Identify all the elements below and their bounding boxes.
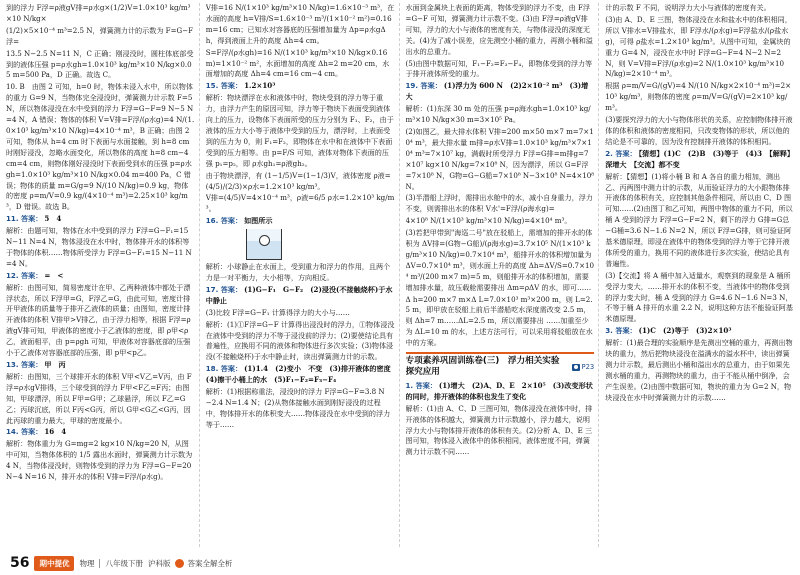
paragraph: 水面到金属块上表面的距离，物体受到的浮力不变，由 F浮=G−F 可知，弹簧测力计示数不变。(3)由 F浮=ρ液gV排可知，浮力的大小与液体的密度有关，与物体浸没的深度无关。(4)为了减小误差，应先测空小桶的重力，再测小桶和溢出水的总重力。 (405, 3, 593, 56)
answer-line (206, 285, 395, 307)
paragraph: 到的浮力 F浮=ρ液gV排=ρ水g×(1/2)V=1.0×10³ kg/m³×10 N/kg× (6, 3, 191, 23)
answer-line (6, 271, 195, 282)
paragraph: 解析：由题可知，物体在水中受到的浮力 F浮=G−F₁=15 N−11 N=4 N，物体浸没在水中时，物体排开水的体积等于物体的体积……物体所受浮力 F浮=G−F₁=15 N−11 N=4 N。 (6, 226, 192, 268)
paragraph: (3)半潜船上浮时，需排出水舱中的水，减小自身重力，浮力不变，则需排出水的体积 V水'=F浮/(ρ海水g)= (405, 193, 593, 214)
answer-line (6, 427, 195, 438)
column-2 (206, 3, 400, 547)
paragraph: 解析：物体重力为 G=mg=2 kg×10 N/kg=20 N，从图中可知，当物体体积的 1/5 露出水面时，弹簧测力计示数为 4 N，当物体浸没时，则物体受到的浮力为 F浮=G−F=20 N−4 N=16 N，排开水的体积 V排=F浮/(ρ水g)。 (6, 439, 195, 482)
footer-divider (99, 559, 100, 568)
section-page-link[interactable] (572, 362, 595, 373)
answer-text: 【猜想】(1)C (2)B (3)等于 (4)3 【解释】深增大 【交流】都不变 (605, 148, 791, 169)
answer-label-wrap (175, 558, 232, 569)
page-number: 56 (10, 555, 30, 571)
paragraph: (3)比较 F浮=G−F₁ 计算得浮力的大小与…… (205, 307, 350, 317)
paragraph: 10. B 由图 2 可知，h=0 时，物体未浸入水中，所以物体的重力 G=9 N，当物体完全浸没时，弹簧测力计示数 F=5 N，所以物体浸没在水中受到的浮力 F浮=G−F=9 N−5 N=4 N，A 错误；物体的体积 V=V排=F浮/(ρ水g)=4 N/(1.0×10³ kg/m³×10 N/kg)=4×10⁻⁴ m³，B 正确；由图 2 可知，物体从 h=4 cm 时下表面与水面接触，到 h=8 cm 时刚好浸没，忽略水面变化，所以物体的高度 h=8 cm−4 cm=4 cm，则物体刚好浸没时下表面受到水的压强 p=ρ水gh=1.0×10³ kg/m³×10 N/kg×0.04 m=400 Pa，C 错误；物体的质量 m=G/g=9 N/(10 N/kg)=0.9 kg，物体的密度 ρ=m/V=0.9 kg/(4×10⁻⁴ m³)=2.25×10³ kg/m³，D 错误。故选 B。 (6, 82, 195, 212)
paragraph: 解析：(1)根据称重法，浸没时的浮力 F浮=G−F=3.8 N−2.4 N=1.4 N；(2)从物体接触水面到刚好浸没的过程中，物体排开水的体积变大……物体浸没在水中受到的浮力等于…… (205, 387, 391, 429)
answer-line (605, 149, 794, 171)
subject-label: 物理 (79, 558, 95, 568)
answer-line (206, 216, 395, 227)
answer-number: 18. 答案： (205, 364, 243, 374)
column-3 (406, 3, 600, 547)
paragraph: 4×10⁸ N/(1×10³ kg/m³×10 N/kg)=4×10⁴ m³。 (405, 216, 572, 226)
answer-text: (1)1.4 (2)变小 不变 (3)排开液体的密度 (4)擦干小桶上的水 (5)F₁−F₂=F₃−F₄ (205, 364, 398, 385)
answer-text: 甲 丙 (44, 360, 66, 369)
answer-text: (1)C (2)等于 (3)2×10³ (638, 326, 732, 336)
answer-text: (1)增大 (2)A、D、E 2×10⁵ (3)改变形状的同时，排开液体的体积也发生了变化 (405, 380, 593, 401)
paragraph: V排=16 N/(1×10³ kg/m³×10 N/kg)=1.6×10⁻³ m³，在水面的高度 h=V排/S=1.6×10⁻³ m³/(1×10⁻² m²)=0.16 m=16 cm；已知水对容器底的压强增加量为 Δp=ρ水gΔh，得到液面上升的高度 Δh=4 cm。 (205, 3, 395, 45)
column-4 (605, 3, 794, 547)
answer-number: 17. 答案： (205, 284, 243, 294)
answer-text: = < (44, 270, 64, 280)
answer-line (6, 214, 195, 225)
answer-line (6, 360, 195, 371)
paragraph: (1/2)×5×10⁻⁴ m³=2.5 N，弹簧测力计的示数为 F=G−F浮= (6, 25, 194, 46)
answer-text: 1.2×10³ (244, 81, 276, 91)
section-title: 专项素养巩固训练卷(三) 浮力相关实验探究应用 (405, 356, 560, 377)
paragraph: (3)由 A、D、E 三图，物体浸没在水和盐水中的体积相同，所以 V排水=V排盐水，即 F浮水/(ρ水g)=F浮盐水/(ρ盐水g)，可得 ρ盐水=1.2×10³ kg/m³。从图中可知，金属块的重力 G=4 N，浸没在水中时 F浮=G−F=4 N−2 N=2 N，则 V=V排=F浮/(ρ水g)=2 N/(1.0×10³ kg/m³×10 N/kg)=2×10⁻⁴ m³。 (605, 14, 792, 79)
answer-number: 2. 答案： (605, 148, 637, 158)
edition-label: 沪科版 (147, 558, 171, 568)
paragraph: (3)若把甲带到"海巡二号"放在驳船上，需增加的排开水的体积为 ΔV排=(G物−G船)/(ρ海水g)=3.7×10⁵ N/(1×10³ kg/m³×10 N/kg)=0.7×10⁴ m³，船排开水的体积增加量为 ΔV=0.7×10⁴ m³，则水面上升的高度 Δh=ΔV/S=0.7×10⁴ m³/(200 m×7 m)=5 m，则船排开水的体积增加，需要增加排水量，故压载舱需要排出 Δm=ρΔV 的水，即可…… (405, 228, 595, 292)
answer-line (406, 81, 595, 103)
answer-label: 答案全解全析 (187, 558, 233, 568)
brand-logo: 期中提优 (34, 556, 74, 571)
answer-number: 13. 答案： (6, 360, 43, 369)
paragraph: 由于物块漂浮，有 (1−1/5)V=(1−1/3)V，液体密度 ρ液=(4/5)/(2/3)×ρ水=1.2×10³ kg/m³。 (205, 170, 391, 191)
paragraph: 解析：由图可知，简易密度计在甲、乙两种液体中都处于漂浮状态，所以 F浮甲=G，F浮乙=G，由此可知，密度计排开甲液体的质量等于排开乙液体的质量；由图知，密度计排开液体的体积 V排甲>V排乙，由于浮力相等，根据 F浮=ρ液gV排可知，甲液体的密度小于乙液体的密度，即 ρ甲<ρ乙，液面相平，由 p=ρgh 可知，甲液体对容器底部的压强小于乙液体对容器底部的压强，即 p甲<p乙。 (6, 282, 191, 358)
badge-icon (175, 559, 184, 568)
section-link-label: P23 (581, 362, 595, 371)
answer-number: 19. 答案： (405, 81, 442, 91)
page-footer (0, 551, 800, 575)
paragraph: 解析：由图知，三个球排开水的体积 V甲<V乙=V丙，由 F浮=ρ水gV排得，三个球受到的浮力 F甲<F乙=F丙；由图知，甲球漂浮，所以 F甲=G甲；乙球悬浮，所以 F乙=G乙；丙球沉底，所以 F丙<G丙，所以 G甲<G乙<G丙，因此丙球的重力最大，甲球的密度最小。 (6, 371, 192, 425)
paragraph: 计的示数 F 不同，说明浮力大小与液体的密度有关。 (605, 3, 771, 12)
paragraph: 解析：(1)①F浮=G−F 计算得出浸没时的浮力，①物体浸没在液体中受到的浮力不等于浸没前的浮力；(2)要使结论具有普遍性，应换用不同的液体和物体进行多次实验；(3)物体浸没(不接触烧杯)于水中静止时，读出弹簧测力计的示数。 (205, 319, 395, 362)
answer-number: 1. 答案： (405, 380, 437, 390)
grade-label: 八年级下册 (105, 558, 143, 568)
answer-text: 16 4 (44, 427, 67, 437)
paragraph: (2)如图乙，最大排水体积 V排=200 m×50 m×7 m=7×10⁴ m³，最大排水量 m排=ρ水V排=1.0×10³ kg/m³×7×10⁴ m³=7×10⁷ kg，满载时所受浮力 F浮=G排=m排g=7×10⁷ kg×10 N/kg=7×10⁸ N，因为漂浮，所以 G=F浮=7×10⁸ N，G物=G−G船=7×10⁸ N−3×10⁸ N=4×10⁸ N。 (405, 126, 597, 191)
answer-number: 16. 答案： (205, 216, 243, 226)
paragraph: (5)由图中数据可知，F₁−F₂=F₃−F₄，即物体受到的浮力等于排开液体所受的重力。 (405, 58, 593, 79)
paragraph: 解析：小球静止在水面上，受到重力和浮力的作用，且两个力是一对平衡力，大小相等，方向相反。 (205, 262, 391, 283)
answer-text: 如图所示 (244, 216, 273, 226)
paragraph: 解析：物块漂浮在水和液体中时，物块受到的浮力等于重力，由浮力产生的原因可知，浮力等于物块下表面受到液体向上的压力，设物体下表面所受的压力分别为 F₁、F₂，由于液体的压力大小等于液体中受到的压力，漂浮时，上表面受到的压力为 0，则 F₁=F₂，即物体在水中和在液体中下表面受到的压力相等。由 p=F/S 可知，液体对物体下表面的压强 p₁=p₂，即 ρ水gh₁=ρ液gh₂。 (205, 93, 394, 168)
paragraph: (3)要探究浮力的大小与物体形状的关系，应控制物体排开液体的体积和液体的密度相同，只改变物体的形状，所以他的结论是不可靠的，因为没有控制排开液体的体积相同。 (605, 115, 793, 146)
paragraph: 解析：(1)由 A、C、D 三图可知，物体浸没在液体中时，排开液体的体积越大，弹簧测力计示数越小，浮力越大，说明浮力大小与物体排开液体的体积有关。(2)分析 A、D、E 三图可知，物体浸入液体中的体积相同，液体密度不同，弹簧测力计示数不同…… (405, 403, 593, 457)
answer-number: 15. 答案： (205, 81, 243, 91)
paragraph: Δ h=200 m×7 m×Δ L=7.0×10³ m³×200 m，则 L=2.5 m，即甲放在驳船上前后半潜船吃水深度需改变 2.5 m，则 Δh=7 m……ΔL=2.5 m，所以需要排出 ……加重至少为 ΔL=10 m 的水，上述方法可行，可以采用将驳船放在水中的方案。 (405, 294, 593, 348)
paragraph: 解析：(1)最合理的实验顺序是先测出空桶的重力，再测出物块的重力，然后把物块浸没在溢满水的溢水杯中，读出弹簧测力计示数，最后测出小桶和溢出水的总重力，由于如果先测水桶的重力，再测物块的重力，由于不能从桶中倒净，会产生误差。(2)由图中数据可知，物块的重力为 G=2 N，物块浸没在水中时弹簧测力计的示数…… (605, 338, 793, 402)
paragraph: V排=(4/5)V=4×10⁻⁴ m³，ρ液=6/5 ρ水=1.2×10³ kg/m³。 (205, 193, 395, 214)
section-header (406, 352, 595, 378)
paragraph: 解析：(1)东深 30 m 处的压强 p=ρ海水gh=1.0×10³ kg/m³×10 N/kg×30 m=3×10⁵ Pa。 (405, 104, 591, 125)
answer-text: 5 4 (44, 214, 62, 224)
answer-line (206, 81, 395, 92)
answer-line (605, 326, 794, 337)
answer-line (406, 381, 595, 403)
answer-text: (1)浮力为 600 N (2)2×10⁻² m³ (3)增大 (405, 81, 589, 102)
paragraph: 解析：【猜想】(1)将小桶 B 和 A 各自的重力相加，测出乙、丙两图中测力计的示数，从而验证浮力的大小跟物体排开液体的体积有关，应控制其他条件相同，所以由 C、D 图可知……(2)由图丁和乙可知，两图中物体的重力不同，所以桶 A 受到的浮力 F浮=G−F=2 N，剩下的浮力 G排=G总−G桶=3.6 N−1.6 N=2 N，所以 F浮=G排，则可验证阿基米德原理，即浸在液体中的物体受到的浮力等于它排开液体所受的重力，换用不同的液体进行多次实验，使结论具有普遍性。 (605, 171, 793, 268)
answer-number: 3. 答案： (605, 326, 637, 336)
page-ref-icon (572, 364, 580, 371)
paragraph: (3)【交流】将 A 桶中加入适量水，观察到的现象是 A 桶所受浮力变大，……排开水的体积不变，当液体中的物体受到的浮力变大时，桶 A 受到的浮力 G=4.6 N−1.6 N=3 N，不等于桶 A 排开的水重 2.2 N，说明这种方法不能验证阿基米德原理。 (605, 270, 793, 324)
paragraph: S=F浮/(ρ水gh)=16 N/(1×10³ kg/m³×10 N/kg×0.16 m)=1×10⁻² m²，水面增加的高度 Δh=2 m=20 cm，水面增加的高度 Δh=4 cm=16 cm−4 cm。 (205, 47, 390, 79)
answer-number: 11. 答案： (6, 214, 43, 224)
answer-text: (1)G−F₁ G−F₂ (2)浸没(不接触烧杯)于水中静止 (205, 284, 393, 305)
paragraph: 13.5 N−2.5 N=11 N，C 正确；刚浸没时，圆柱体底部受到的液体压强 p=ρ水gh=1.0×10³ kg/m³×10 N/kg×0.05 m=500 Pa，D 正确。故选 C。 (6, 48, 194, 80)
answer-number: 12. 答案： (6, 270, 43, 280)
paragraph: 根据 ρ=m/V=G/(gV)=4 N/(10 N/kg×2×10⁻⁴ m³)=2×10³ kg/m³，则物体的密度 ρ=m/V=G/(gV)=2×10³ kg/m³。 (605, 81, 792, 113)
answer-line (205, 364, 398, 386)
ball-illustration (259, 235, 270, 246)
buoyancy-figure (246, 229, 282, 260)
answer-number: 14. 答案： (6, 427, 43, 437)
column-1 (6, 3, 200, 547)
